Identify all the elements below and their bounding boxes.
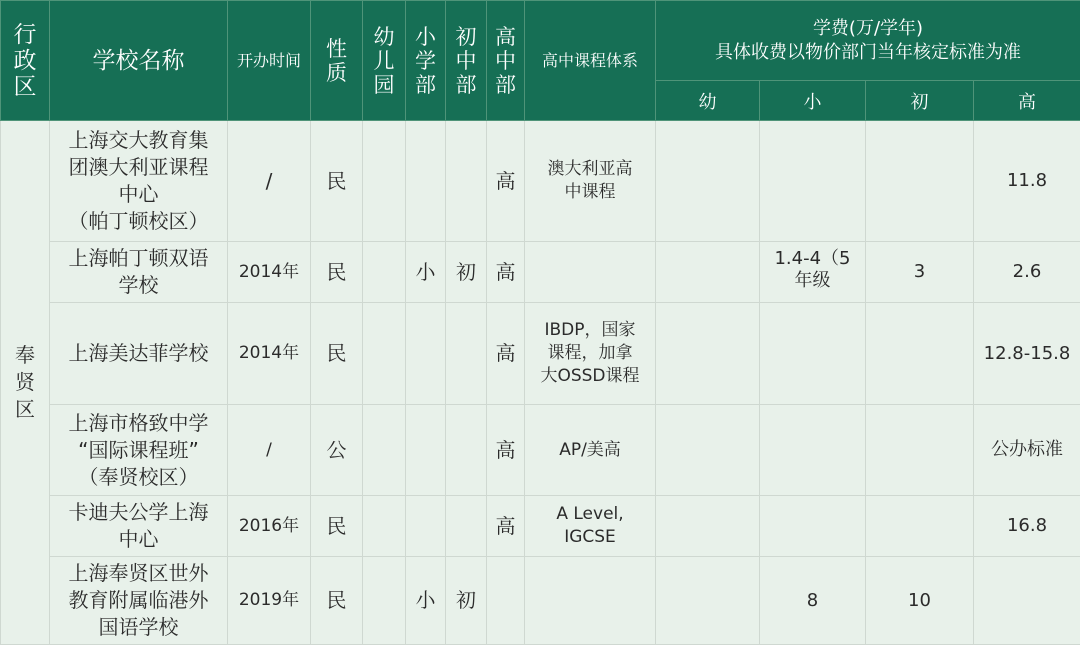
fee-junior-cell	[866, 496, 974, 557]
header-school-name: 学校名称	[50, 1, 228, 121]
fee-kindergarten-cell	[656, 405, 760, 496]
kindergarten-cell	[363, 242, 406, 303]
kindergarten-cell	[363, 405, 406, 496]
header-tuition	[656, 1, 1080, 81]
fee-junior-cell	[866, 405, 974, 496]
school-name-cell: 上海美达菲学校	[50, 303, 228, 405]
nature-cell: 民	[311, 557, 363, 645]
primary-cell	[406, 405, 446, 496]
fee-junior-cell	[866, 121, 974, 242]
curriculum-cell	[525, 557, 656, 645]
senior-cell: 高	[487, 303, 525, 405]
fee-senior-cell: 公办标准	[974, 405, 1080, 496]
kindergarten-cell	[363, 557, 406, 645]
opened-cell: 2014年	[228, 242, 311, 303]
nature-cell: 民	[311, 496, 363, 557]
header-tuition-title: 学费(万/学年)	[658, 17, 1078, 41]
nature-cell: 民	[311, 242, 363, 303]
junior-cell: 初	[446, 242, 487, 303]
primary-cell: 小	[406, 557, 446, 645]
school-name-cell: 卡迪夫公学上海 中心	[50, 496, 228, 557]
opened-cell: /	[228, 405, 311, 496]
header-district: 行政区	[1, 1, 50, 121]
curriculum-cell: 澳大利亚高 中课程	[525, 121, 656, 242]
fee-kindergarten-cell	[656, 121, 760, 242]
junior-cell	[446, 121, 487, 242]
fee-junior-cell: 10	[866, 557, 974, 645]
fee-senior-cell: 2.6	[974, 242, 1080, 303]
fee-primary-cell	[760, 121, 866, 242]
junior-cell: 初	[446, 557, 487, 645]
curriculum-cell: IBDP，国家 课程，加拿 大OSSD课程	[525, 303, 656, 405]
fee-senior-cell: 11.8	[974, 121, 1080, 242]
table-row	[1, 303, 1080, 405]
fee-kindergarten-cell	[656, 496, 760, 557]
header-hs-curriculum: 高中课程体系	[525, 1, 656, 121]
nature-cell: 民	[311, 303, 363, 405]
curriculum-cell: A Level, IGCSE	[525, 496, 656, 557]
district-cell: 奉贤区	[1, 121, 50, 645]
senior-cell: 高	[487, 121, 525, 242]
table-row	[1, 557, 1080, 645]
senior-cell: 高	[487, 405, 525, 496]
opened-cell: 2019年	[228, 557, 311, 645]
curriculum-cell: AP/美高	[525, 405, 656, 496]
header-senior: 高中部	[487, 1, 525, 121]
fee-primary-cell	[760, 496, 866, 557]
school-name-cell: 上海奉贤区世外 教育附属临港外 国语学校	[50, 557, 228, 645]
header-fee-senior: 高	[974, 81, 1080, 121]
school-name-cell: 上海市格致中学 “国际课程班” （奉贤校区）	[50, 405, 228, 496]
header-opened: 开办时间	[228, 1, 311, 121]
fee-senior-cell: 16.8	[974, 496, 1080, 557]
header-kindergarten: 幼儿园	[363, 1, 406, 121]
kindergarten-cell	[363, 121, 406, 242]
school-name-cell: 上海交大教育集 团澳大利亚课程 中心 （帕丁顿校区）	[50, 121, 228, 242]
kindergarten-cell	[363, 303, 406, 405]
fee-senior-cell: 12.8-15.8	[974, 303, 1080, 405]
primary-cell	[406, 496, 446, 557]
opened-cell: /	[228, 121, 311, 242]
fee-kindergarten-cell	[656, 303, 760, 405]
junior-cell	[446, 405, 487, 496]
junior-cell	[446, 303, 487, 405]
fee-primary-cell	[760, 303, 866, 405]
fee-kindergarten-cell	[656, 557, 760, 645]
header-junior: 初中部	[446, 1, 487, 121]
senior-cell	[487, 557, 525, 645]
senior-cell: 高	[487, 496, 525, 557]
header-tuition-note: 具体收费以物价部门当年核定标准为准	[658, 41, 1078, 65]
table-row	[1, 496, 1080, 557]
header-fee-junior: 初	[866, 81, 974, 121]
school-name-cell: 上海帕丁顿双语 学校	[50, 242, 228, 303]
opened-cell: 2016年	[228, 496, 311, 557]
curriculum-cell	[525, 242, 656, 303]
primary-cell: 小	[406, 242, 446, 303]
fee-primary-cell: 8	[760, 557, 866, 645]
fee-junior-cell	[866, 303, 974, 405]
opened-cell: 2014年	[228, 303, 311, 405]
kindergarten-cell	[363, 496, 406, 557]
fee-junior-cell: 3	[866, 242, 974, 303]
header-fee-kindergarten: 幼	[656, 81, 760, 121]
table-row	[1, 121, 1080, 242]
fee-primary-cell	[760, 405, 866, 496]
header-primary: 小学部	[406, 1, 446, 121]
table-row	[1, 242, 1080, 303]
table-row	[1, 405, 1080, 496]
senior-cell: 高	[487, 242, 525, 303]
header-fee-primary: 小	[760, 81, 866, 121]
nature-cell: 公	[311, 405, 363, 496]
primary-cell	[406, 121, 446, 242]
fee-kindergarten-cell	[656, 242, 760, 303]
fee-primary-cell: 1.4-4（5 年级	[760, 242, 866, 303]
nature-cell: 民	[311, 121, 363, 242]
header-nature: 性质	[311, 1, 363, 121]
fee-senior-cell	[974, 557, 1080, 645]
primary-cell	[406, 303, 446, 405]
junior-cell	[446, 496, 487, 557]
